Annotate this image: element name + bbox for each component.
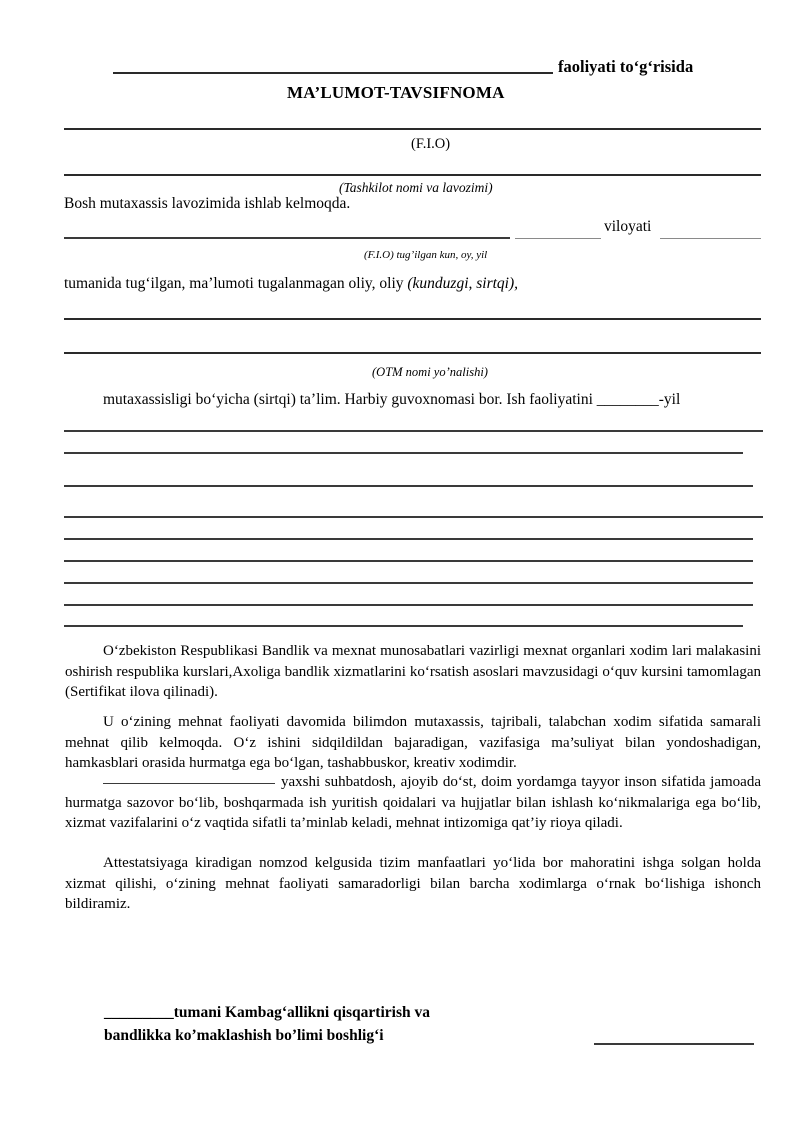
birth-line-plain: tumanida tug‘ilgan, ma’lumoti tugalanmagan oliy, oliy [64, 275, 408, 292]
blank-rule-2 [64, 452, 743, 454]
blank-rule-3 [64, 485, 753, 487]
otm-rule-top [64, 318, 761, 320]
paragraph-character-text: yaxshi suhbatdosh, ajoyib do‘st, doim yordamga tayyor inson sifatida jamoada hurmatga sazovor bo‘lib, boshqarmada ish yuritish qoidalari va hujjatlar bilan ishlash ko‘nikmalariga ega bo‘lib, xizmat vazifalarini o‘z vaqtida sifatli ta’minlab keladi, mehnat intizomiga qat’iy rioya qiladi. [65, 774, 761, 831]
birth-line [64, 276, 518, 292]
education-line: mutaxassisligi bo‘yicha (sirtqi) ta’lim. Harbiy guvoxnomasi bor. Ish faoliyatini ________-yil [103, 391, 681, 408]
blank-rule-1 [64, 430, 763, 432]
birth-rule-main [64, 237, 510, 239]
birth-line-italic: (kunduzgi, sirtqi), [407, 275, 519, 292]
signature-rule [594, 1043, 754, 1045]
paragraph-performance: U o‘zining mehnat faoliyati davomida bilimdon mutaxassis, tajribali, talabchan xodim sifatida samarali mehnat qilib kelmoqda. O‘z ishini sidqildildan bajaradigan, vazifasiga ma’suliyat bilan yondoshadigan, hamkasblari orasida hurmatga ega bo‘lgan, tashabbuskor, kreativ xodimdir. [65, 714, 761, 771]
org-rule [64, 174, 761, 176]
title-fill-rule [113, 72, 553, 74]
paragraph-recommendation: Attestatsiyaga kiradigan nomzod kelgusida tizim manfaatlari yo‘lida bor mahoratini ishga solgan holda xizmat qilishi, o‘zining mehnat faoliyati samaradorligi bilan barcha xodimlarga o‘rnak bo‘lishiga ishonch bildiramiz. [65, 855, 761, 912]
blank-rule-7 [64, 582, 753, 584]
region-label: viloyati [604, 218, 652, 235]
birth-rule-gap1 [515, 238, 601, 239]
page-title: MA’LUMOT-TAVSIFNOMA [287, 83, 505, 102]
header-trailing-title: faoliyati to‘g‘risida [558, 57, 694, 76]
otm-caption: (OTM nomi yo’nalishi) [372, 365, 488, 379]
fio-caption: (F.I.O) [411, 136, 451, 152]
blank-rule-8 [64, 604, 753, 606]
fio-rule-top [64, 128, 761, 130]
fio-birth-caption: (F.I.O) tug’ilgan kun, oy, yil [364, 249, 488, 261]
paragraph-training: O‘zbekiston Respublikasi Bandlik va mexnat munosabatlari vazirligi mexnat organlari xodim lari malakasini oshirish respublika kurslari,Axoliga bandlik xizmatlarini ko‘rsatish asoslari mavzusidagi o‘quv kursini tamomlagan (Sertifikat ilova qilinadi). [65, 643, 761, 700]
blank-rule-6 [64, 560, 753, 562]
birth-rule-gap2 [660, 238, 761, 239]
position-line: Bosh mutaxassis lavozimida ishlab kelmoqda. [64, 195, 351, 212]
org-position-caption: (Tashkilot nomi va lavozimi) [339, 180, 493, 195]
name-blank-underline [103, 783, 275, 784]
blank-rule-9 [64, 625, 743, 627]
footer-title-line-2: bandlikka ko’maklashish bo’limi boshlig‘i [104, 1027, 384, 1044]
otm-rule-bottom [64, 352, 761, 354]
blank-rule-4 [64, 516, 763, 518]
paragraph-character [65, 772, 761, 834]
blank-rule-5 [64, 538, 753, 540]
footer-title-line-1: _________tumani Kambag‘allikni qisqartirish va [104, 1004, 430, 1021]
